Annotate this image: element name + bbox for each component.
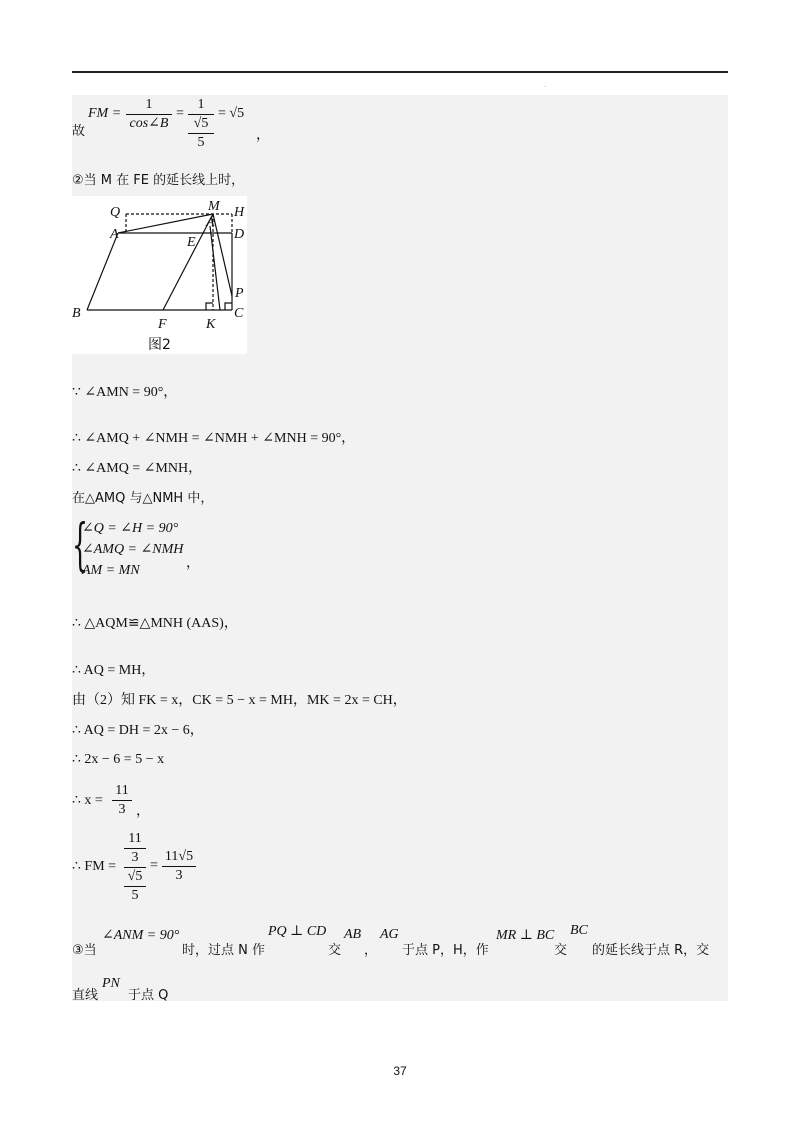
frac-den: 3	[118, 802, 126, 817]
frac-11root5-3	[162, 848, 196, 885]
fm-eq: =	[150, 858, 158, 873]
label-p: P	[235, 286, 244, 301]
frac-num: 11√5	[162, 848, 196, 867]
frac-den-bot: 5	[197, 135, 205, 150]
step-angle-equal: ∴ ∠AMQ = ∠MNH，	[72, 461, 203, 476]
frac-top: 11	[124, 830, 146, 849]
fm-lhs: FM =	[88, 106, 122, 121]
x-prefix: ∴ x =	[72, 793, 103, 808]
frac-num: 11	[112, 782, 132, 801]
step-from-2: 由（2）知 FK = x，CK = 5 − x = MH，MK = 2x = CH，	[72, 693, 407, 708]
header-dot: ·	[544, 84, 546, 91]
frac-1-sqrt5-over-5	[188, 96, 214, 152]
step-triangles: 在△AMQ 与△NMH 中，	[72, 491, 214, 506]
c3-extension: 的延长线于点 R，交	[592, 943, 710, 958]
segment-mp	[213, 214, 232, 296]
frac-den-top: √5	[188, 115, 214, 134]
label-c: C	[234, 306, 244, 321]
header-rule	[72, 71, 728, 73]
step-since-amn: ∵ ∠AMN = 90°，	[72, 385, 178, 400]
step-aq-mh: ∴ AQ = MH，	[72, 663, 156, 678]
c3-angle: ∠ANM = 90°	[102, 928, 180, 943]
case-3-line	[72, 925, 728, 965]
comma: ，	[256, 128, 270, 143]
x-comma: ，	[136, 804, 150, 819]
geometry-diagram	[72, 196, 247, 354]
frac-den: 3	[175, 868, 183, 883]
step-congruent: ∴ △AQM≌△MNH (AAS)，	[72, 616, 238, 631]
label-q: Q	[110, 205, 121, 220]
system-row-2: ∠AMQ = ∠NMH	[82, 542, 184, 557]
page-number: 37	[393, 1064, 407, 1078]
label-k: K	[206, 317, 216, 332]
segment-ab	[87, 233, 118, 310]
label-m: M	[208, 199, 220, 214]
c3-ab: AB	[344, 927, 362, 942]
figure-caption: 图2	[148, 337, 171, 353]
c3-bc: BC	[570, 923, 588, 938]
c3-mr-perp: MR ⊥ BC	[496, 928, 555, 943]
right-angle-k	[206, 303, 213, 310]
right-angle-c	[225, 303, 232, 310]
label-d: D	[234, 227, 245, 242]
c3-comma: ，	[364, 943, 378, 958]
label-b: B	[72, 306, 81, 321]
frac-mid-num: 3	[124, 849, 146, 868]
figure-2	[72, 196, 247, 354]
frac-complex	[124, 830, 146, 905]
frac-11-3	[112, 782, 132, 819]
frac-1-cos	[126, 96, 172, 133]
fm-prefix: ∴ FM =	[72, 859, 117, 874]
step-angle-sum: ∴ ∠AMQ + ∠NMH = ∠NMH + ∠MNH = 90°，	[72, 431, 356, 446]
c3-when: ③当	[72, 943, 97, 958]
frac-bot: 5	[131, 888, 139, 903]
frac-num: 1	[188, 96, 214, 115]
segment-am	[118, 214, 213, 233]
frac-den: cos∠B	[129, 116, 169, 131]
c3-pn: PN	[102, 976, 120, 991]
system-brace: {	[72, 513, 89, 578]
c3-intersect-2: 交	[554, 943, 568, 958]
c3-intersect-1: 交	[328, 943, 342, 958]
c3-through-n: 时，过点 N 作	[182, 943, 265, 958]
case-3-line-2	[72, 976, 372, 1006]
c3-ag: AG	[380, 927, 399, 942]
gu-text: 故	[72, 124, 86, 139]
system-row-3: AM = MN	[82, 563, 140, 578]
step-aq-dh: ∴ AQ = DH = 2x − 6，	[72, 723, 204, 738]
case-2-heading: ②当 M 在 FE 的延长线上时，	[72, 173, 245, 188]
system-comma: ，	[186, 556, 200, 571]
system-row-1: ∠Q = ∠H = 90°	[82, 521, 179, 536]
frac-mid-den: √5	[124, 868, 146, 887]
label-a: A	[110, 227, 119, 242]
rhs-sqrt5: = √5	[218, 106, 245, 121]
label-f: F	[158, 317, 167, 332]
c3-at-points: 于点 P，H，作	[402, 943, 489, 958]
frac-num: 1	[126, 96, 172, 115]
label-h: H	[234, 205, 245, 220]
label-a2: A	[206, 215, 215, 230]
c3-at-q: 于点 Q	[128, 988, 169, 1003]
c3-line-text: 直线	[72, 988, 99, 1003]
c3-pq-perp: PQ ⊥ CD	[268, 924, 327, 939]
eq-sign: =	[176, 106, 184, 121]
step-equation: ∴ 2x − 6 = 5 − x	[72, 752, 165, 767]
label-e: E	[187, 235, 196, 250]
